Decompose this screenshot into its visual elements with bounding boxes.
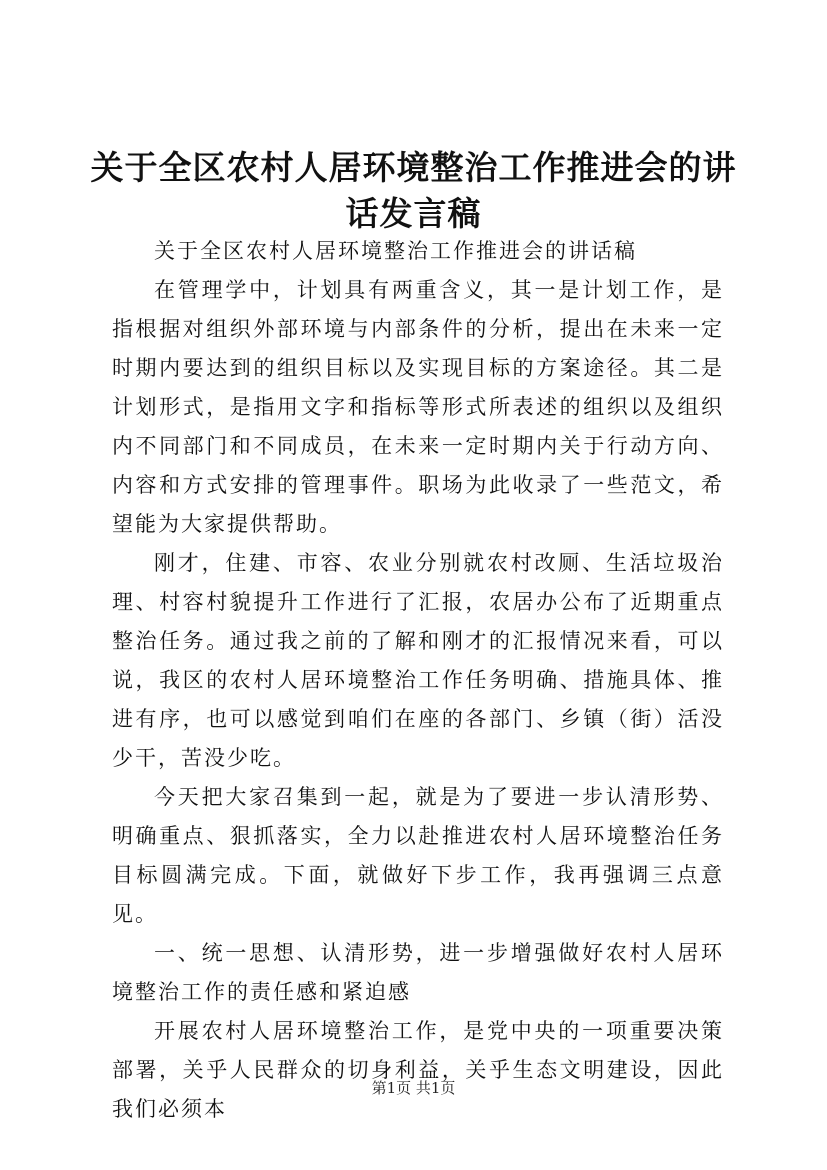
document-body	[112, 232, 724, 1129]
paragraph: 开展农村人居环境整治工作，是党中央的一项重要决策部署，关乎人民群众的切身利益，关乎生态文明建设，因此我们必须本	[112, 1019, 724, 1121]
paragraph: 刚才，住建、市容、农业分别就农村改厕、生活垃圾治理、村容村貌提升工作进行了汇报，农居办公布了近期重点整治任务。通过我之前的了解和刚才的汇报情况来看，可以说，我区的农村人居环境整治工作任务明确、措施具体、推进有序，也可以感觉到咱们在座的各部门、乡镇（街）活没少干，苦没少吃。	[112, 551, 724, 770]
section-heading: 一、统一思想、认清形势，进一步增强做好农村人居环境整治工作的责任感和紧迫感	[112, 941, 724, 1004]
paragraph-subtitle: 关于全区农村人居环境整治工作推进会的讲话稿	[154, 239, 637, 263]
paragraph: 今天把大家召集到一起，就是为了要进一步认清形势、明确重点、狠抓落实，全力以赴推进农村人居环境整治任务目标圆满完成。下面，就做好下步工作，我再强调三点意见。	[112, 785, 724, 926]
page-number-footer: 第1页 共1页	[371, 1079, 456, 1097]
paragraph: 在管理学中，计划具有两重含义，其一是计划工作，是指根据对组织外部环境与内部条件的分析，提出在未来一定时期内要达到的组织目标以及实现目标的方案途径。其二是计划形式，是指用文字和指标等形式所表述的组织以及组织内不同部门和不同成员，在未来一定时期内关于行动方向、内容和方式安排的管理事件。职场为此收录了一些范文，希望能为大家提供帮助。	[112, 278, 724, 536]
document-title: 关于全区农村人居环境整治工作推进会的讲话发言稿	[90, 148, 737, 233]
